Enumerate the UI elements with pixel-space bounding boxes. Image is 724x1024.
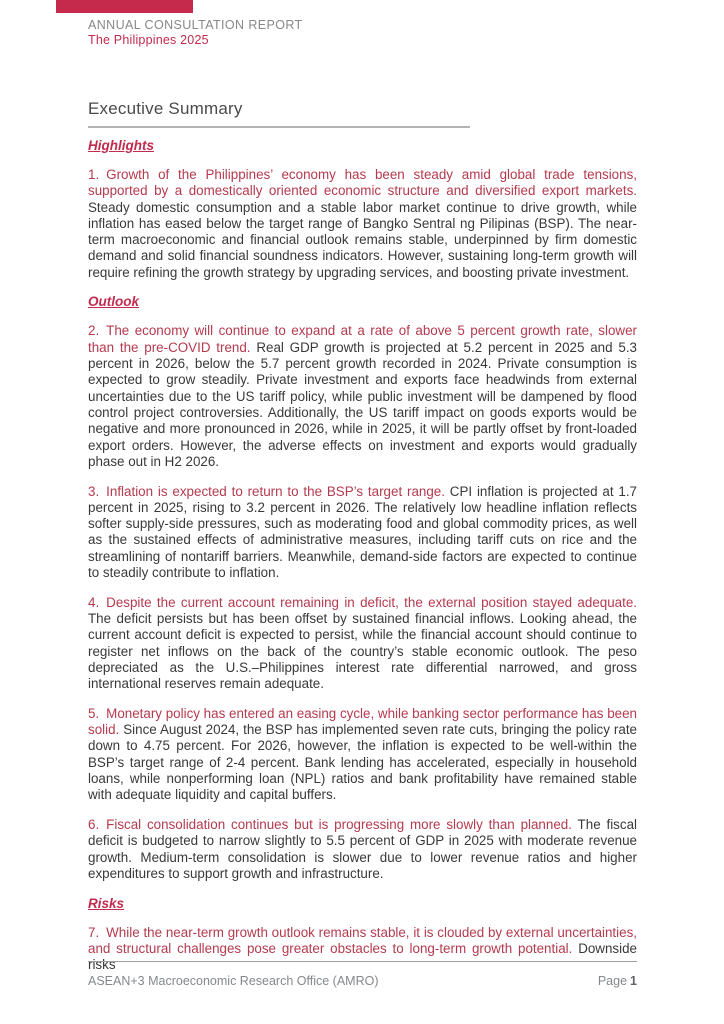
paragraph-lead: Monetary policy has entered an easing cycle, while banking sector performance has been solid. [88,705,637,738]
report-series-title: ANNUAL CONSULTATION REPORT [88,18,303,32]
paragraph-1 [88,167,637,281]
paragraph-body: The deficit persists but has been offset by sustained financial inflows. Looking ahead, the current account deficit is expected to persist, while the financial account should continue to register net inflows on the back of the country’s stable economic outlook. The peso depreciated as the U.S.–Philippines interest rate differential narrowed, and gross international reserves remain adequate. [88,611,637,692]
paragraph-lead: The economy will continue to expand at a rate of above 5 percent growth rate, slower than the pre-COVID trend. [88,323,637,355]
paragraph-lead: Despite the current account remaining in deficit, the external position stayed adequate. [106,594,637,610]
report-country-year: The Philippines 2025 [88,33,209,47]
paragraph-body: The fiscal deficit is budgeted to narrow slightly to 5.5 percent of GDP in 2025 with moderate revenue growth. Medium-term consolidation is slower due to lower revenue ratios and higher expenditures to support growth and infrastructure. [88,817,637,881]
paragraph-6 [88,817,637,882]
page-footer [88,961,637,988]
paragraph-4 [88,595,637,693]
page-content [88,99,637,987]
footer-organization: ASEAN+3 Macroeconomic Research Office (AMRO) [88,974,379,988]
paragraph-lead: While the near-term growth outlook remains stable, it is clouded by external uncertainties, and structural challenges pose greater obstacles to long-term growth potential. [88,924,637,956]
document-header [88,18,303,48]
paragraph-number: 7. [88,924,100,940]
footer-page-label: Page [597,974,628,988]
section-label-risks: Risks [88,895,125,911]
paragraph-number: 5. [88,705,100,721]
footer-page-number: 1 [630,974,637,988]
paragraph-body: Real GDP growth is projected at 5.2 percent in 2025 and 5.3 percent in 2026, below the 5.7 percent growth recorded in 2024. Private consumption is expected to grow steadily. Private investment and exports face headwinds from external uncertainties due to the US tariff policy, while public investment will be dampened by flood control project controversies. Additionally, the US tariff impact on goods exports would be negative and more pronounced in 2026, while in 2025, it will be partly offset by front-loaded export orders. However, the adverse effects on investment and exports would gradually phase out in H2 2026. [88,339,637,469]
paragraph-body: Steady domestic consumption and a stable labor market continue to drive growth, while inflation has eased below the target range of Bangko Sentral ng Pilipinas (BSP). The near-term macroeconomic and financial outlook remains stable, underpinned by firm domestic demand and solid financial soundness indicators. However, sustaining long-term growth will require refining the growth strategy by upgrading services, and boosting private investment. [88,199,637,280]
footer-page-indicator [598,974,637,988]
paragraph-number: 1. [88,167,100,182]
paragraph-body: Since August 2024, the BSP has implemented seven rate cuts, bringing the policy rate down to 4.75 percent. For 2026, however, the inflation is expected to be well-within the BSP’s target range of 2-4 percent. Bank lending has accelerated, especially in household loans, while nonperforming loan (NPL) ratios and bank profitability have remained stable with adequate liquidity and capital buffers. [88,722,637,803]
paragraph-number: 6. [88,817,100,833]
brand-color-bar [56,0,193,13]
paragraph-number: 3. [88,483,100,499]
title-divider [88,126,470,128]
paragraph-lead: Growth of the Philippines’ economy has been steady amid global trade tensions, supported by a domestically oriented economic structure and diversified export markets. [88,167,637,199]
paragraph-lead: Inflation is expected to return to the BSP’s target range. [106,483,445,499]
paragraph-body: CPI inflation is projected at 1.7 percent in 2025, rising to 3.2 percent in 2026. The relatively low headline inflation reflects softer supply-side pressures, such as moderating food and global commodity prices, as well as the sustained effects of administrative measures, including tariff cuts on rice and the streamlining of nontariff barriers. Meanwhile, demand-side factors are expected to continue to steadily contribute to inflation. [88,483,637,581]
section-label-highlights: Highlights [88,138,154,153]
paragraph-2 [88,323,637,470]
paragraph-body: Downside risks [88,940,637,973]
paragraph-3 [88,484,637,582]
paragraph-number: 4. [88,594,100,610]
section-label-outlook: Outlook [88,294,139,310]
page-title: Executive Summary [88,99,243,118]
paragraph-lead: Fiscal consolidation continues but is progressing more slowly than planned. [106,817,572,833]
paragraph-5 [88,706,637,804]
paragraph-number: 2. [88,323,100,339]
